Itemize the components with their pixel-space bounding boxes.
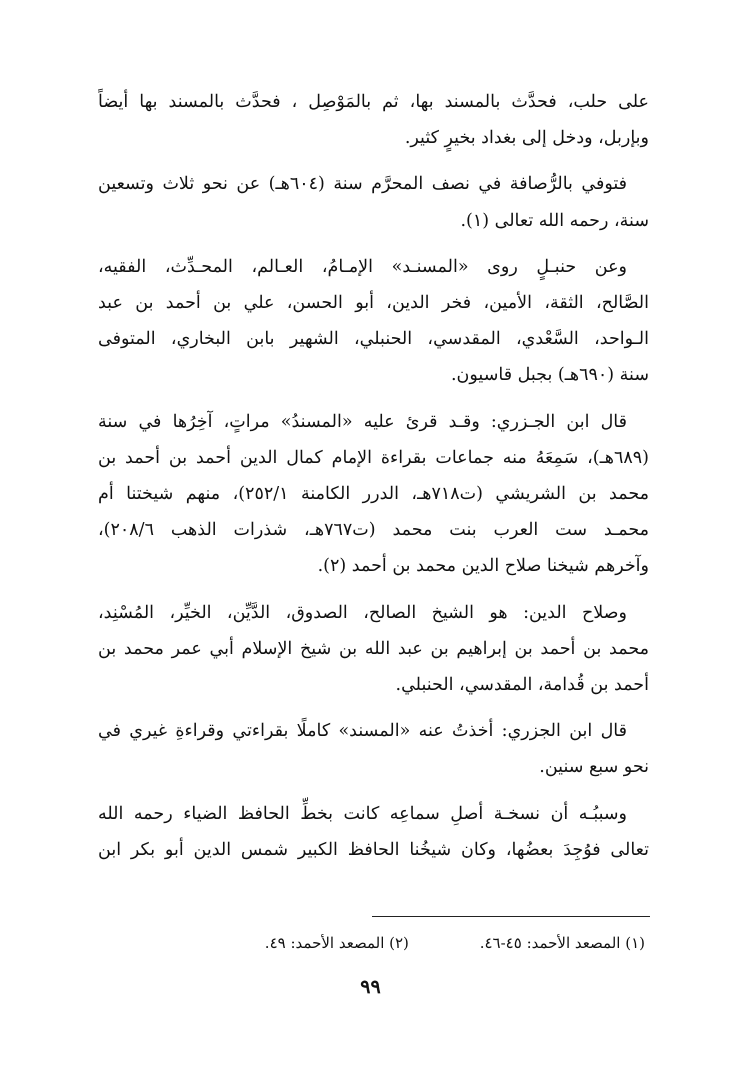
paragraph-2 [98,166,649,238]
footnote-1: (١) المصعد الأحمد: ٤٥-٤٦. [479,934,645,952]
paragraph-6 [98,713,649,785]
paragraph-3 [98,249,649,394]
text-line: وبإربل، ودخل إلى بغداد بخيرٍ كثير. [404,128,649,149]
text-line: (٦٨٩هـ)، سَمِعَهُ منه جماعات بقراءة الإمام كمال الدين أحمد بن أحمد بن [98,447,649,468]
text-line: محمد بن أحمد بن إبراهيم بن عبد الله بن شيخ الإسلام أبي عمر محمد بن [98,638,649,659]
text-line: تعالى فوُجِدَ بعضُها، وكان شيخُنا الحافظ الكبير شمس الدين أبو بكر ابن [98,839,649,860]
text-line: وآخرهم شيخنا صلاح الدين محمد بن أحمد (٢). [317,556,649,577]
footnote-2: (٢) المصعد الأحمد: ٤٩. [264,934,409,952]
text-line: وعن حنبـلٍ روى «المسنـد» الإمـامُ، العـالم، المحـدِّث، الفقيه، [98,256,627,277]
body-text [98,84,649,868]
text-line: نحو سبع سنين. [539,757,649,778]
paragraph-7 [98,796,649,868]
text-line: الصَّالح، الثقة، الأمين، فخر الدين، أبو الحسن، علي بن أحمد بن عبد [98,293,649,314]
text-line: على حلب، فحدَّث بالمسند بها، ثم بالمَوْصِل ، فحدَّث بالمسند بها أيضاً [98,92,649,112]
text-line: أحمد بن قُدامة، المقدسي، الحنبلي. [395,675,649,696]
text-line: محمد بن الشريشي (ت٧١٨هـ، الدرر الكامنة ٢٥٢/١)، منهم شيختنا أم [98,484,649,505]
paragraph-1 [98,84,649,156]
text-line: محمـد ست العرب بنت محمد (ت٧٦٧هـ، شذرات الذهب ٢٠٨/٦)، [98,520,649,541]
text-line: الـواحد، السَّعْدي، المقدسي، الحنبلي، الشهير بابن البخاري، المتوفى [98,329,649,350]
text-line: قال ابن الجزري: أخذتُ عنه «المسند» كاملًا بقراءتي وقراءةِ غيري في [98,721,627,742]
text-line: وصلاح الدين: هو الشيخ الصالح، الصدوق، الدَّيِّن، الخيِّر، المُسْنِد، [98,602,627,623]
text-line: سنة، رحمه الله تعالى (١). [460,210,649,231]
text-line: فتوفي بالرُّصافة في نصف المحرَّم سنة (٦٠٤هـ) عن نحو ثلاث وتسعين [98,174,628,195]
paragraph-4 [98,404,649,585]
footnote-divider [372,916,650,917]
text-line: سنة (٦٩٠هـ) بجبل قاسيون. [450,365,649,386]
footnotes [105,928,645,958]
paragraph-5 [98,595,649,704]
text-line: وسببُـه أن نسخـة أصلِ سماعِه كانت بخطِّ الحافظ الضياء رحمه الله [98,803,627,824]
page-number: ٩٩ [360,976,381,998]
text-line: قال ابن الجـزري: وقـد قرئ عليه «المسندُ» مراتٍ، آخِرُها في سنة [98,411,627,432]
